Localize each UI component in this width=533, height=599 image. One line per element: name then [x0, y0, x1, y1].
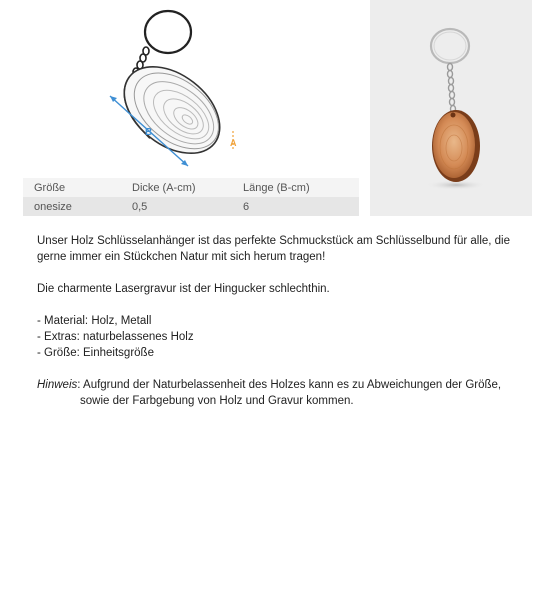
size-table-header-thickness: Dicke (A-cm)	[132, 181, 196, 194]
product-photo	[370, 0, 532, 216]
size-diagram	[100, 0, 260, 178]
size-table-cell-length: 6	[243, 200, 250, 213]
dimension-b-label: B	[145, 127, 153, 138]
size-table-header-size: Größe	[34, 181, 66, 194]
table-row	[23, 197, 359, 216]
list-item: - Extras: naturbelassenes Holz	[37, 331, 194, 343]
size-table-cell-size: onesize	[34, 200, 72, 213]
keychain-photo-image	[370, 0, 532, 216]
note-paragraph	[37, 377, 517, 393]
feature-list	[37, 313, 517, 361]
description-intro: Unser Holz Schlüsselanhänger ist das perfekte Schmuckstück am Schlüsselbund für alle, die gerne immer ein Stückchen Natur mit sich herum tragen!	[37, 235, 511, 263]
dimension-a-label: A	[230, 138, 237, 148]
note-text-line1: : Aufgrund der Naturbelassenheit des Holzes kann es zu Abweichungen der Größe,	[77, 379, 502, 391]
note-text-line2: sowie der Farbgebung von Holz und Gravur kommen.	[80, 395, 354, 407]
keychain-diagram-illustration	[100, 0, 260, 178]
size-table-header-row	[23, 178, 359, 197]
description-engraving: Die charmente Lasergravur ist der Hingucker schlechthin.	[37, 283, 330, 295]
product-description	[37, 233, 517, 409]
list-item: - Größe: Einheitsgröße	[37, 347, 154, 359]
list-item: - Material: Holz, Metall	[37, 315, 152, 327]
size-table-header-length: Länge (B-cm)	[243, 181, 310, 194]
size-table	[23, 178, 359, 216]
note-label: Hinweis	[37, 379, 78, 391]
size-table-cell-thickness: 0,5	[132, 200, 148, 213]
